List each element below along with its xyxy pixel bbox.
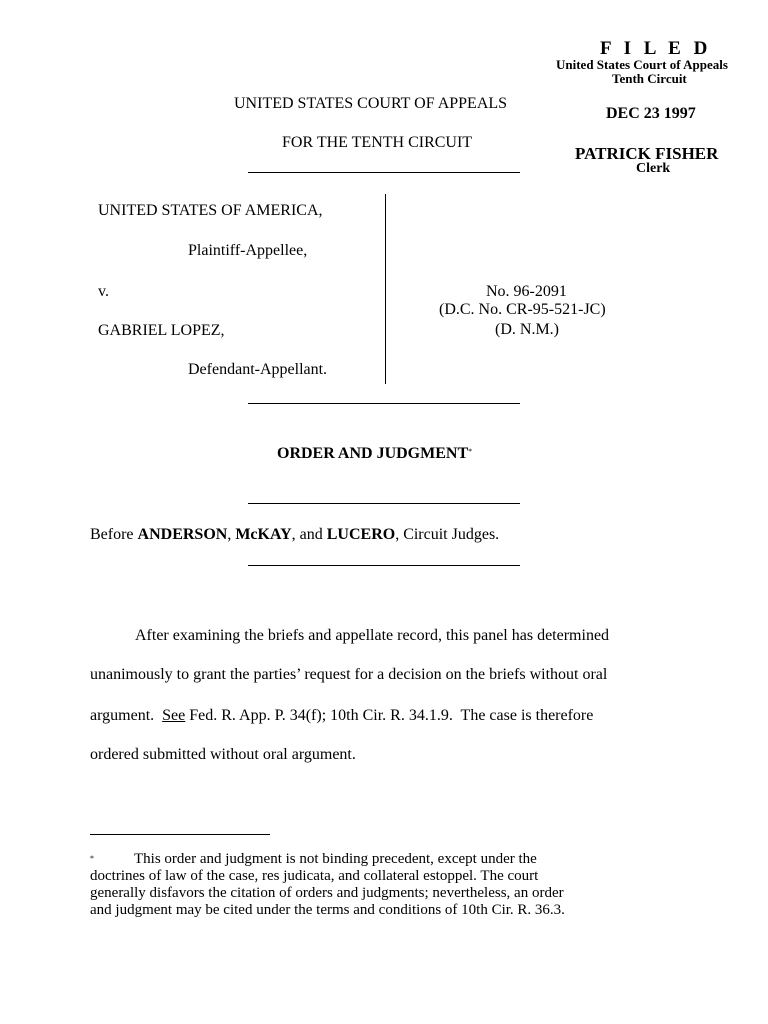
district-court-number: (D.C. No. CR-95-521-JC) — [439, 301, 606, 318]
title-footnote-mark: * — [468, 447, 473, 456]
caption-defendant-role: Defendant-Appellant. — [188, 361, 328, 378]
panel-sep2: , and — [291, 526, 327, 543]
body-line-2: unanimously to grant the parties’ request for a decision on the briefs without oral — [90, 666, 608, 683]
filed-stamp-clerk-title: Clerk — [636, 161, 671, 176]
caption-rule — [248, 403, 520, 404]
panel-rule — [248, 565, 520, 566]
footnote-line-2: doctrines of law of the case, res judicata, and collateral estoppel. The court — [90, 868, 539, 884]
filed-stamp-date: DEC 23 1997 — [606, 105, 696, 122]
footnote-line-1-text: This order and judgment is not binding precedent, except under the — [134, 851, 537, 867]
footnote — [90, 851, 690, 919]
filed-stamp-title: F I L E D — [600, 38, 712, 59]
document-title-text: ORDER AND JUDGMENT — [277, 445, 469, 462]
heading-rule — [248, 172, 520, 173]
caption-plaintiff-role: Plaintiff-Appellee, — [188, 242, 308, 259]
document-title — [277, 444, 472, 464]
judge-anderson: ANDERSON — [137, 526, 228, 543]
panel-line — [90, 525, 499, 545]
filed-stamp-court: United States Court of Appeals — [556, 57, 728, 72]
caption-divider — [385, 194, 386, 384]
judge-lucero: LUCERO — [326, 526, 396, 543]
filed-stamp-circuit: Tenth Circuit — [612, 71, 687, 86]
panel-suffix: , Circuit Judges. — [395, 526, 500, 543]
body-line-3-a: argument. — [90, 707, 163, 724]
panel-before: Before — [90, 526, 138, 543]
court-heading-line1: UNITED STATES COURT OF APPEALS — [234, 95, 508, 112]
see-signal: See — [162, 707, 186, 724]
footnote-line-1 — [90, 851, 690, 868]
body-line-4: ordered submitted without oral argument. — [90, 746, 356, 763]
footnote-mark: * — [90, 854, 94, 863]
footnote-rule — [90, 834, 270, 835]
judge-mckay: McKAY — [235, 526, 292, 543]
caption-plaintiff: UNITED STATES OF AMERICA, — [98, 202, 323, 219]
district-name: (D. N.M.) — [495, 321, 559, 338]
footnote-line-3: generally disfavors the citation of orders and judgments; nevertheless, an order — [90, 885, 564, 901]
filed-stamp-clerk-name: PATRICK FISHER — [575, 144, 719, 163]
case-number: No. 96-2091 — [486, 283, 567, 300]
body-line-3 — [90, 706, 593, 726]
title-rule — [248, 503, 520, 504]
body-line-3-b: Fed. R. App. P. 34(f); 10th Cir. R. 34.1.9. The case is therefore — [185, 707, 594, 724]
footnote-line-4: and judgment may be cited under the terms and conditions of 10th Cir. R. 36.3. — [90, 902, 565, 918]
body-line-1: After examining the briefs and appellate record, this panel has determined — [135, 627, 610, 644]
panel-sep1: , — [227, 526, 236, 543]
court-heading-line2: FOR THE TENTH CIRCUIT — [282, 134, 473, 151]
caption-versus: v. — [98, 283, 109, 300]
caption-defendant: GABRIEL LOPEZ, — [98, 322, 225, 339]
